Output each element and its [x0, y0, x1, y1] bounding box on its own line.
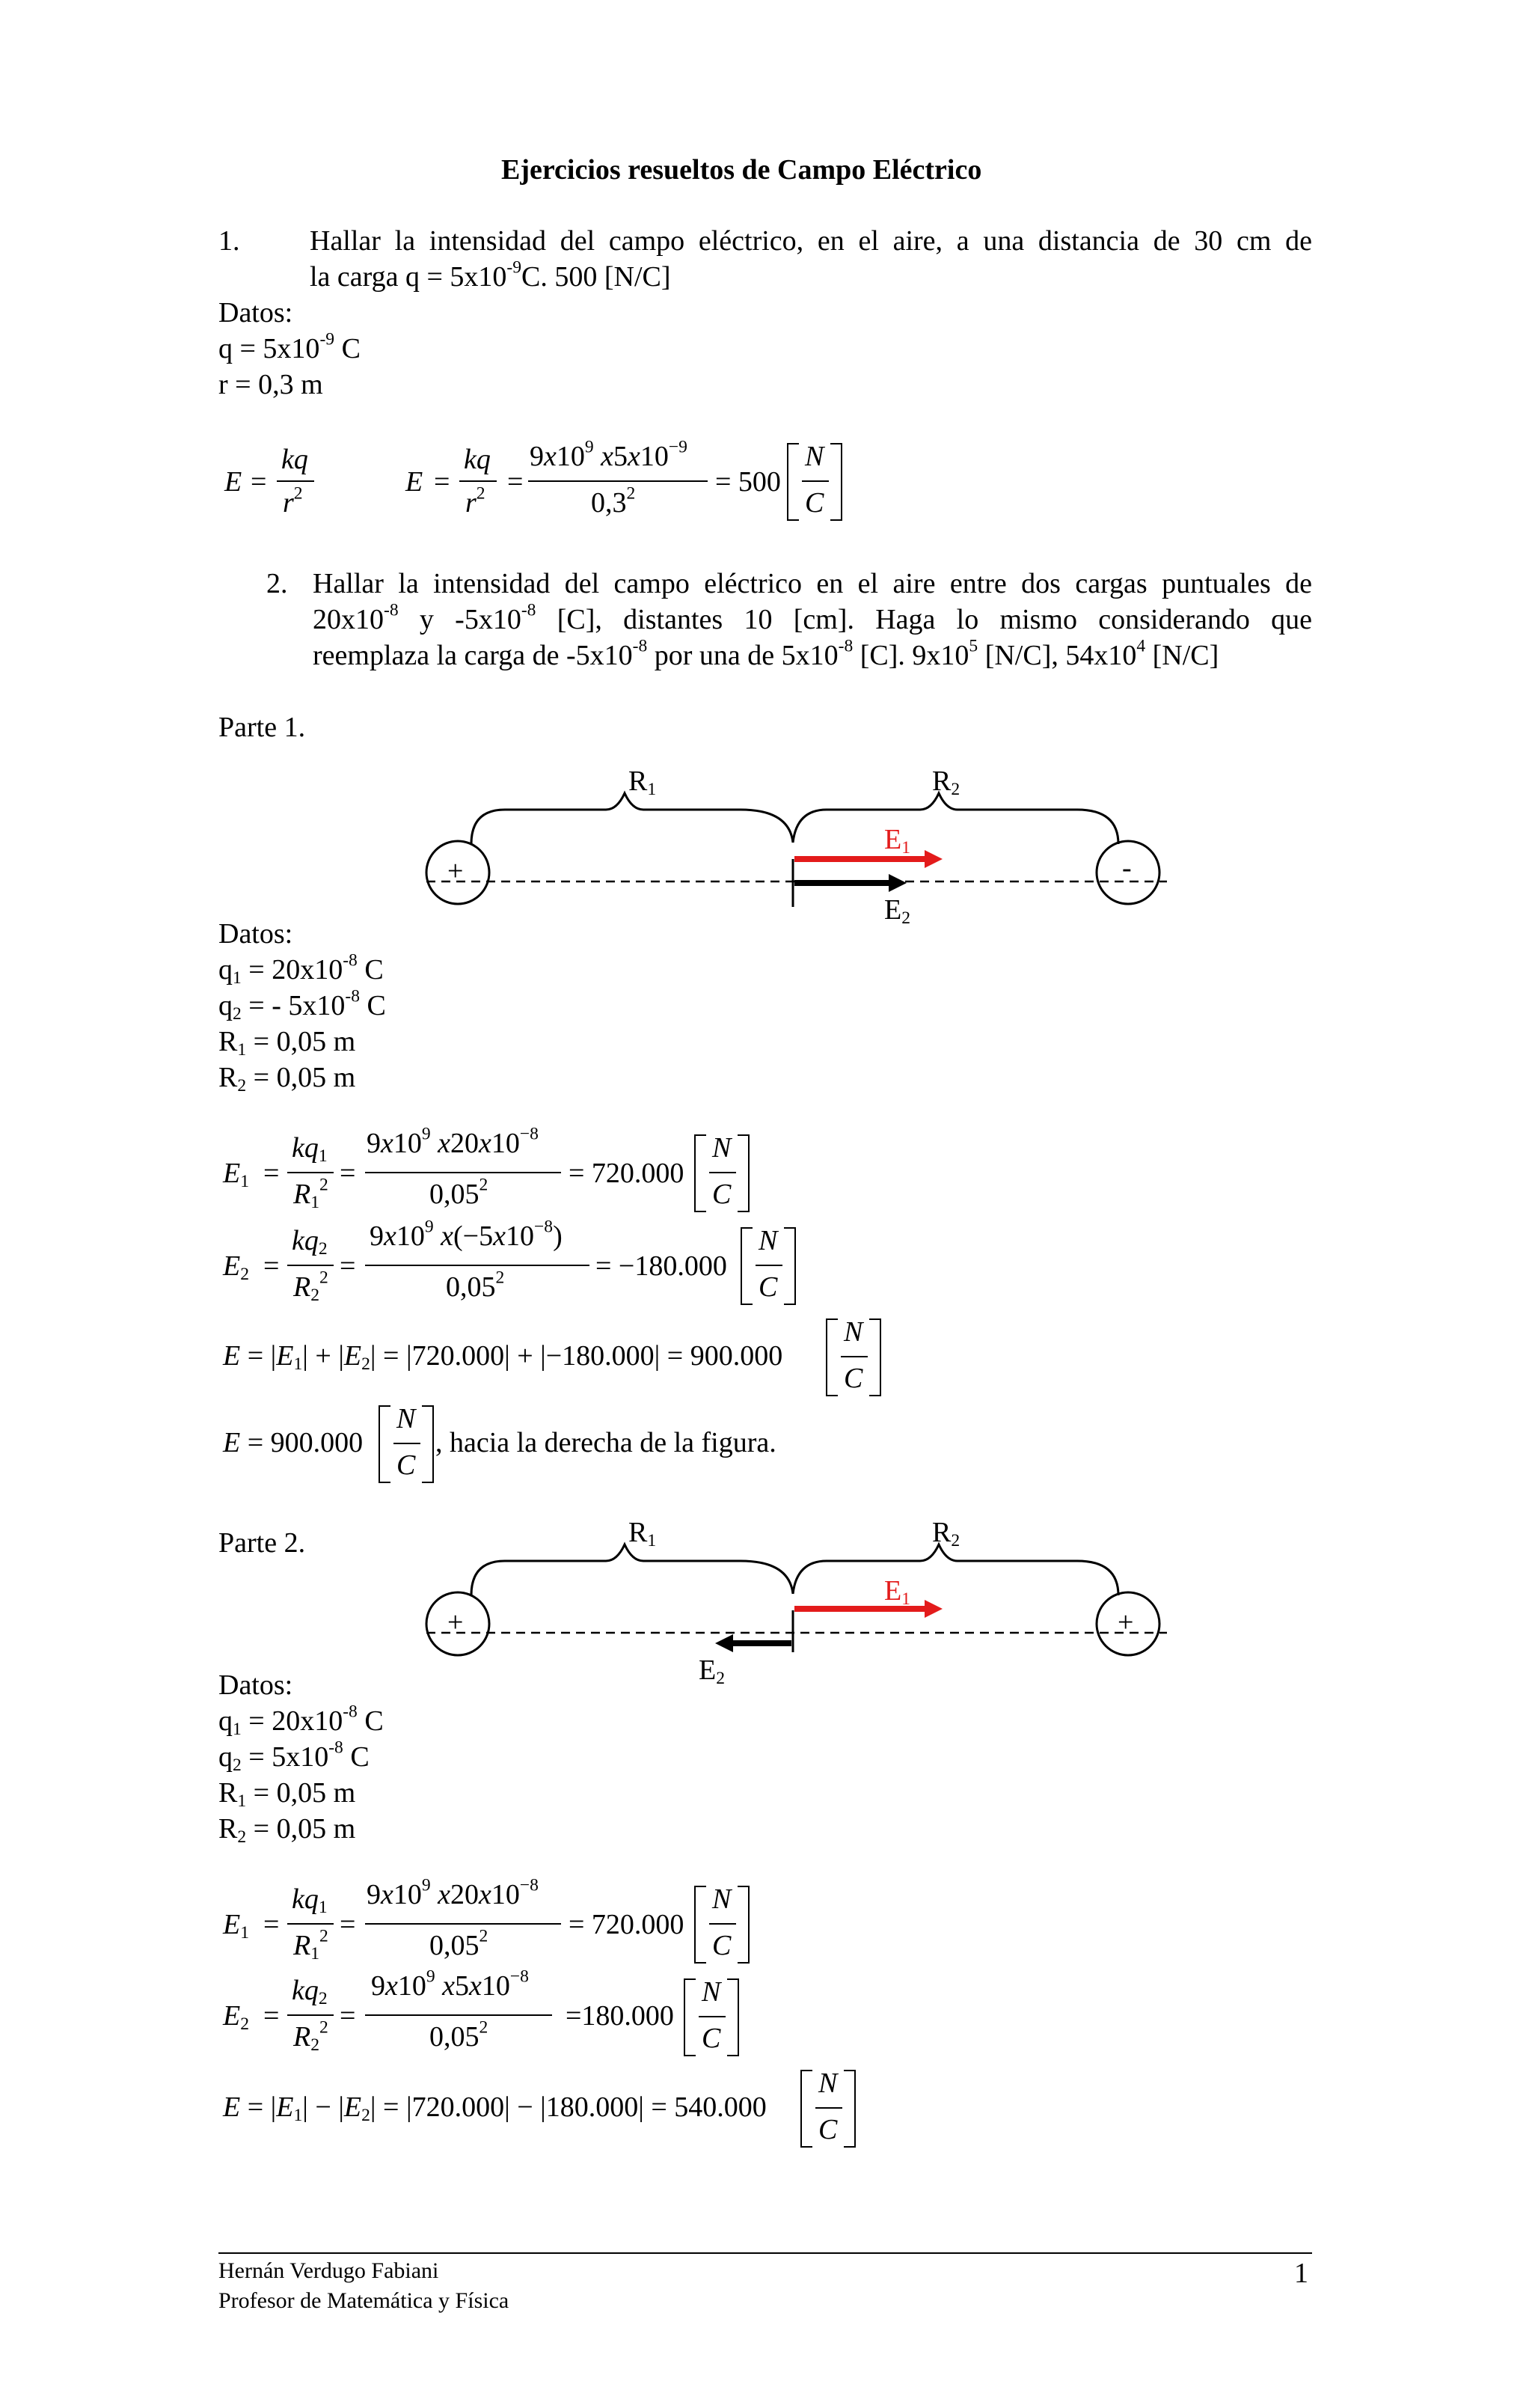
exercise-1-number: 1.: [218, 225, 240, 257]
diagram-part-1: [419, 763, 1182, 928]
e1-arrowhead: [925, 1600, 943, 1618]
label-r2-part-2: $R_2$: [932, 1517, 960, 1550]
footer-author: Hernán Verdugo Fabiani: [218, 2258, 439, 2283]
exercise-1-line-2: la carga $q = 5x10^{-9}C$. 500 [N/C]: [310, 257, 671, 293]
label-e1-part-2: $E_1$: [884, 1575, 910, 1609]
part-2-datos-label: Datos:: [218, 1669, 293, 1701]
brace-r1: [471, 793, 793, 844]
part-1-q1: $q_1 = 20x10^{-8}$ C: [218, 950, 384, 988]
part-2-heading: Parte 2.: [218, 1527, 306, 1559]
page-number: 1: [1294, 2258, 1308, 2289]
label-e2-part-2: $E_2$: [699, 1654, 725, 1688]
e1-arrowhead: [925, 850, 943, 868]
diagram-part-2: [419, 1515, 1182, 1672]
page-title: Ejercicios resueltos de Campo Eléctrico: [501, 154, 982, 186]
footer-rule: [218, 2252, 1312, 2254]
charge-left-sign-part-2: +: [447, 1607, 464, 1638]
part-1-q2: $q_2$ = - $5x10^{-8}$ C: [218, 986, 386, 1024]
label-r1-part-2: $R_1$: [628, 1517, 657, 1550]
brace-r2: [793, 793, 1118, 844]
part-1-R2: $R_2 = 0,05$ m: [218, 1062, 356, 1095]
brace-r1: [471, 1544, 793, 1595]
charge-right-sign-part-2: +: [1118, 1607, 1134, 1638]
part-1-datos-label: Datos:: [218, 918, 293, 950]
exercise-2-line-3: reemplaza la carga de $-5x10^{-8}$ por una de $5x10^{-8}$ [C]. $9x10^5$ [N/C], $54x10^4$ [N/C]: [313, 636, 1219, 671]
exercise-2-line-1: Hallar la intensidad del campo eléctrico en el aire entre dos cargas puntuales de: [313, 568, 1312, 599]
part-1-heading: Parte 1.: [218, 712, 306, 743]
exercise-2-number: 2.: [266, 568, 288, 599]
label-r2: $R_2$: [932, 766, 960, 799]
exercise-1-line-1: Hallar la intensidad del campo eléctrico, en el aire, a una distancia de 30 cm de: [310, 225, 1312, 257]
label-r1: $R_1$: [628, 766, 657, 799]
part-2-R1: $R_1 = 0,05$ m: [218, 1777, 356, 1811]
datos-label: Datos:: [218, 297, 293, 328]
charge-right-sign: -: [1122, 852, 1132, 884]
part-2-q1: $q_1 = 20x10^{-8}$ C: [218, 1702, 384, 1739]
label-e2: $E_2$: [884, 894, 910, 928]
e2-arrowhead: [715, 1634, 733, 1652]
part-1-R1: $R_1 = 0,05$ m: [218, 1026, 356, 1060]
part-2-R2: $R_2 = 0,05$ m: [218, 1813, 356, 1847]
data-r: r = 0,3 m: [218, 369, 323, 400]
label-e1: $E_1$: [884, 824, 910, 858]
data-q: $q = 5x10^{-9}$ C: [218, 329, 361, 364]
part-2-q2: $q_2 = 5x10^{-8}$ C: [218, 1738, 370, 1775]
exercise-2-line-2: $20x10^{-8}$ y $-5x10^{-8}$ [C], distantes 10 [cm]. Haga lo mismo considerando que: [313, 600, 1313, 635]
e2-arrowhead: [889, 874, 907, 892]
footer-role: Profesor de Matemática y Física: [218, 2288, 509, 2313]
brace-r2: [793, 1544, 1118, 1595]
charge-left-sign: +: [447, 855, 464, 887]
